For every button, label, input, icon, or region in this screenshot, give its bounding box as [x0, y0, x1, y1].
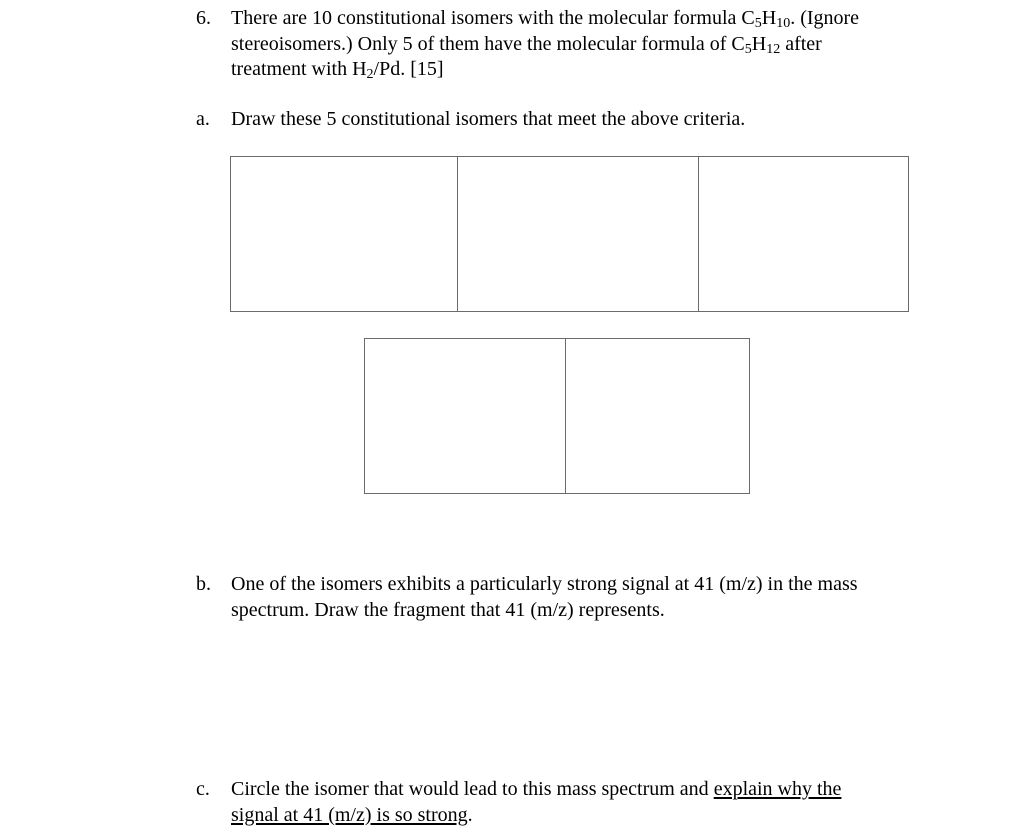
answer-box-2[interactable]: [457, 156, 700, 312]
part-b-line-1: One of the isomers exhibits a particularly strong signal at 41 (m/z) in the mass: [231, 573, 858, 595]
question-text: [231, 6, 859, 83]
part-a-text: Draw these 5 constitutional isomers that meet the above criteria.: [231, 108, 746, 130]
answer-box-5[interactable]: [565, 338, 750, 494]
part-c-line-1-plain: Circle the isomer that would lead to this mass spectrum and: [231, 778, 714, 800]
part-c-text: [231, 777, 841, 828]
part-c-label: c.: [196, 778, 210, 800]
answer-box-1[interactable]: [230, 156, 459, 312]
part-c-line-2-plain: .: [467, 803, 473, 826]
part-a-label: a.: [196, 108, 210, 130]
part-b-line-2: spectrum. Draw the fragment that 41 (m/z) represents.: [231, 598, 665, 621]
part-b-text: [231, 572, 858, 623]
part-c-line-2-underlined: signal at 41 (m/z) is so strong: [231, 803, 468, 826]
question-number: 6.: [196, 7, 211, 29]
question-line-2: stereoisomers.) Only 5 of them have the molecular formula of $C_5H_{12}$ after: [231, 32, 822, 57]
question-line-3: treatment with $H_2/Pd$. [15]: [231, 58, 444, 82]
part-c-line-1-underlined: explain why the: [713, 778, 842, 800]
question-line-1: There are 10 constitutional isomers with the molecular formula $C_5H_{10}$. (Ignore: [231, 7, 860, 31]
part-b-label: b.: [196, 573, 211, 595]
answer-box-3[interactable]: [698, 156, 909, 312]
answer-box-4[interactable]: [364, 338, 567, 494]
